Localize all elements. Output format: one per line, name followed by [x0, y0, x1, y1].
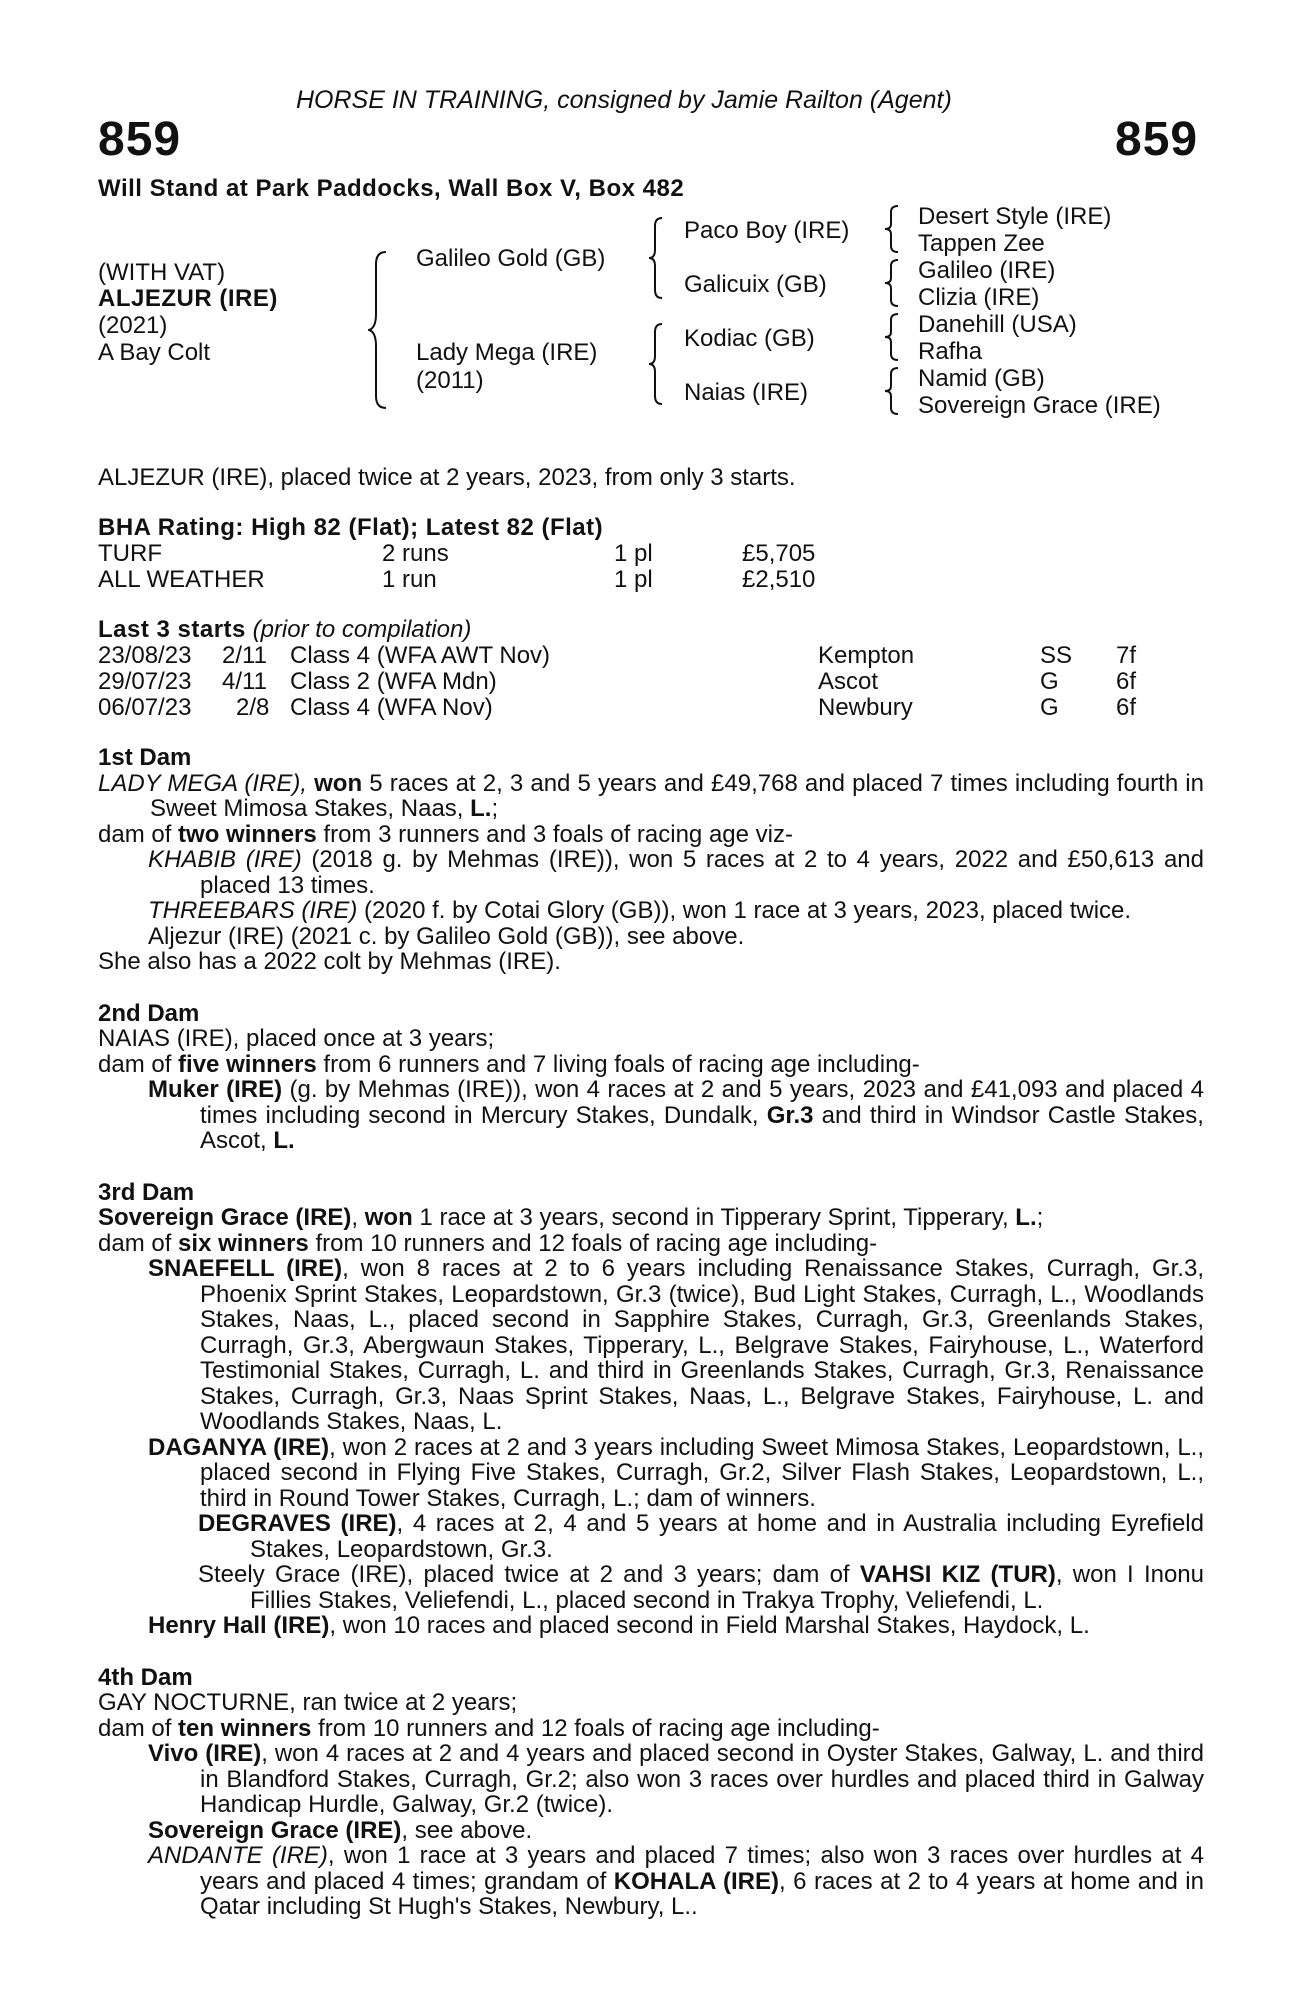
second-dam-text: NAIAS (IRE), placed once at 3 years;	[98, 1025, 495, 1052]
produce-text: (2018 g. by Mehmas (IRE)), won 5 races at 2 to 4 years, 2022 and £50,613 and placed 13 times.	[200, 846, 1204, 899]
start-distance: 7f	[1116, 642, 1137, 669]
produce-threebars	[98, 898, 1204, 924]
produce-name: Muker (IRE)	[148, 1076, 283, 1103]
start-going: G	[1040, 694, 1059, 721]
second-dam-heading: 2nd Dam	[98, 999, 200, 1027]
start-position: 2/8	[236, 694, 270, 721]
produce-text: from 10 runners and 12 foals of racing age including-	[308, 1229, 878, 1257]
produce-name: SNAEFELL (IRE)	[148, 1255, 343, 1282]
rating-surface: ALL WEATHER	[98, 566, 265, 593]
produce-henry-hall	[98, 1613, 1204, 1639]
produce-daganya	[98, 1435, 1204, 1512]
produce-name: THREEBARS (IRE)	[148, 897, 358, 924]
rating-prize: £5,705	[742, 540, 816, 567]
third-dam-record	[98, 1205, 1204, 1231]
won-label: won	[314, 769, 363, 797]
start-race: Class 4 (WFA AWT Nov)	[290, 642, 551, 669]
second-dam-record	[98, 1026, 1204, 1052]
pedigree-brace-sd	[884, 258, 904, 308]
produce-name: KHABIB (IRE)	[148, 846, 302, 873]
produce-steely-grace	[98, 1562, 1204, 1613]
pedigree-sss: Desert Style (IRE)	[918, 203, 1112, 230]
produce-muker	[98, 1077, 1204, 1154]
produce-name: KOHALA (IRE)	[613, 1867, 780, 1895]
produce-text: , see above.	[401, 1816, 533, 1844]
dam-of: dam of	[98, 1229, 179, 1257]
produce-name: DAGANYA (IRE)	[148, 1433, 330, 1461]
winners-count: six winners	[178, 1229, 309, 1257]
produce-name: ANDANTE (IRE)	[148, 1842, 328, 1869]
pedigree-ssd: Tappen Zee	[918, 230, 1045, 257]
last-starts-title: Last 3 starts	[98, 616, 246, 643]
produce-text: , won 2 races at 2 and 3 years including Sweet Mimosa Stakes, Leopardstown, L., placed second in Flying Five Stakes, Curragh, Gr.2, Silver Flash Stakes, Leopardstown, L., third in Round Tower Stakes, Curragh, L.; dam of winners.	[200, 1433, 1204, 1512]
start-date: 23/08/23	[98, 642, 192, 669]
produce-name: Sovereign Grace (IRE)	[148, 1816, 402, 1844]
produce-text: Aljezur (IRE) (2021 c. by Galileo Gold (GB)), see above.	[148, 922, 745, 950]
third-dam-text: 1 race at 3 years, second in Tipperary Sprint, Tipperary,	[412, 1204, 1016, 1231]
second-dam-produce-line	[98, 1052, 1204, 1078]
produce-text: , won 4 races at 2 and 4 years and placed second in Oyster Stakes, Galway, L. and third in Blandford Stakes, Curragh, Gr.2; also won 3 races over hurdles and placed third in Galway Handicap Hurdle, Galway, Gr.2 (twice).	[200, 1740, 1204, 1818]
start-course: Ascot	[818, 668, 879, 695]
pedigree-brace-main	[368, 250, 398, 410]
rating-prize: £2,510	[742, 566, 816, 593]
horse-description: A Bay Colt	[98, 339, 211, 366]
pedigree-sds: Galileo (IRE)	[918, 257, 1056, 284]
pedigree-dam-dam: Naias (IRE)	[684, 379, 809, 406]
pedigree-brace-dam	[648, 322, 668, 406]
rating-runs: 2 runs	[382, 540, 449, 567]
produce-text: from 6 runners and 7 living foals of racing age including-	[316, 1050, 920, 1078]
start-position: 4/11	[222, 668, 267, 695]
third-dam-name: Sovereign Grace (IRE)	[98, 1204, 352, 1231]
rating-placed: 1 pl	[614, 566, 653, 593]
horse-name: ALJEZUR (IRE)	[98, 285, 278, 312]
bha-rating-title: BHA Rating: High 82 (Flat); Latest 82 (Flat)	[98, 514, 604, 541]
first-dam-produce-line	[98, 822, 1204, 848]
consignment-line: HORSE IN TRAINING, consigned by Jamie Railton (Agent)	[296, 86, 952, 114]
produce-note-text: She also has a 2022 colt by Mehmas (IRE).	[98, 948, 561, 975]
pedigree-sdd: Clizia (IRE)	[918, 284, 1040, 311]
produce-text: , won 10 races and placed second in Field Marshal Stakes, Haydock, L.	[329, 1612, 1090, 1639]
won-label: won	[364, 1204, 413, 1231]
produce-text: , 4 races at 2, 4 and 5 years at home and in Australia including Eyrefield Stakes, Leopardstown, Gr.3.	[250, 1510, 1204, 1563]
produce-text: Steely Grace (IRE), placed twice at 2 and 3 years; dam of	[198, 1561, 860, 1588]
fourth-dam-produce-line	[98, 1716, 1204, 1742]
pedigree-dds: Namid (GB)	[918, 365, 1045, 392]
dam-of: dam of	[98, 1714, 179, 1742]
pedigree-dam-year: (2011)	[416, 367, 484, 394]
vat-note: (WITH VAT)	[98, 259, 226, 286]
rating-runs: 1 run	[382, 566, 437, 593]
first-dam-name: LADY MEGA (IRE),	[98, 769, 307, 797]
start-race: Class 4 (WFA Nov)	[290, 694, 493, 721]
pedigree-dss: Danehill (USA)	[918, 311, 1077, 338]
rating-placed: 1 pl	[614, 540, 653, 567]
winners-count: two winners	[178, 820, 317, 848]
lot-number-right: 859	[1115, 113, 1199, 166]
start-race: Class 2 (WFA Mdn)	[290, 668, 497, 695]
produce-text: , won I Inonu Fillies Stakes, Veliefendi, L., placed second in Trakya Trophy, Veliefendi, L.	[250, 1561, 1205, 1614]
listed-label: L.	[1015, 1204, 1037, 1231]
produce-name: VAHSI KIZ (TUR)	[859, 1561, 1056, 1588]
produce-text: , won 8 races at 2 to 6 years including Renaissance Stakes, Curragh, Gr.3, Phoenix Sprint Stakes, Leopardstown, Gr.3 (twice), Bud Light Stakes, Curragh, L., Woodlands Stakes, Naas, L., placed second in Sapphire Stakes, Curragh, Gr.3, Greenlands Stakes, Curragh, Gr.3, Abergwaun Stakes, Tipperary, L., Belgrave Stakes, Fairyhouse, L., Waterford Testimonial Stakes, Curragh, L. and third in Greenlands Stakes, Curragh, Gr.3, Renaissance Stakes, Curragh, Gr.3, Naas Sprint Stakes, Naas, L., Belgrave Stakes, Fairyhouse, L. and Woodlands Stakes, Naas, L.	[200, 1255, 1204, 1435]
lot-number-left: 859	[98, 113, 182, 166]
horse-year: (2021)	[98, 312, 168, 339]
rating-surface: TURF	[98, 540, 162, 567]
fourth-dam-record	[98, 1690, 1204, 1716]
produce-text: (g. by Mehmas (IRE)), won 4 races at 2 and 5 years, 2023 and £41,093 and placed 4 times including second in Mercury Stakes, Dundalk,	[200, 1076, 1204, 1129]
produce-aljezur	[98, 924, 1204, 950]
group-label: Gr.3	[766, 1101, 814, 1129]
produce-text: (2020 f. by Cotai Glory (GB)), won 1 race at 3 years, 2023, placed twice.	[357, 897, 1132, 924]
produce-name: DEGRAVES (IRE)	[198, 1510, 397, 1537]
sep: ,	[351, 1204, 365, 1231]
produce-andante	[98, 1843, 1204, 1920]
first-dam-record	[98, 771, 1204, 822]
last-starts-heading	[98, 617, 471, 643]
pedigree-brace-dd	[884, 366, 904, 416]
start-distance: 6f	[1116, 694, 1137, 721]
produce-sovereign-grace	[98, 1818, 1204, 1844]
start-course: Kempton	[818, 642, 915, 669]
produce-text: from 10 runners and 12 foals of racing age including-	[311, 1714, 880, 1742]
third-dam-heading: 3rd Dam	[98, 1178, 195, 1206]
produce-note	[98, 949, 1204, 975]
produce-text: from 3 runners and 3 foals of racing age viz-	[316, 820, 793, 848]
listed-label: L.	[273, 1127, 295, 1154]
produce-name: Vivo (IRE)	[148, 1740, 262, 1767]
punct: ;	[491, 795, 499, 822]
last-starts-note: (prior to compilation)	[252, 616, 472, 643]
fourth-dam-text: GAY NOCTURNE, ran twice at 2 years;	[98, 1689, 518, 1716]
pedigree-sire-sire: Paco Boy (IRE)	[684, 217, 850, 244]
pedigree-ddd: Sovereign Grace (IRE)	[918, 392, 1161, 419]
dam-of: dam of	[98, 1050, 179, 1078]
pedigree-sire: Galileo Gold (GB)	[416, 245, 606, 272]
listed-label: L.	[470, 795, 492, 822]
produce-khabib	[98, 847, 1204, 898]
winners-count: ten winners	[178, 1714, 312, 1742]
produce-degraves	[98, 1511, 1204, 1562]
produce-vivo	[98, 1741, 1204, 1818]
start-position: 2/11	[222, 642, 267, 669]
pedigree-dam-sire: Kodiac (GB)	[684, 325, 815, 352]
pedigree-brace-sire	[648, 216, 668, 300]
start-course: Newbury	[818, 694, 913, 721]
produce-snaefell	[98, 1256, 1204, 1435]
produce-text: , 6 races at 2 to 4 years at home and in Qatar including St Hugh's Stakes, Newbury, L..	[200, 1867, 1204, 1920]
start-going: G	[1040, 668, 1059, 695]
stand-location: Will Stand at Park Paddocks, Wall Box V, Box 482	[98, 175, 685, 202]
produce-text: and third in Windsor Castle Stakes, Ascot,	[200, 1101, 1204, 1154]
race-summary: ALJEZUR (IRE), placed twice at 2 years, 2023, from only 3 starts.	[98, 464, 796, 491]
dam-sections	[98, 745, 1204, 1920]
first-dam-heading: 1st Dam	[98, 744, 192, 771]
pedigree-brace-ss	[884, 204, 904, 254]
pedigree-sire-dam: Galicuix (GB)	[684, 271, 827, 298]
winners-count: five winners	[178, 1050, 317, 1078]
produce-name: Henry Hall (IRE)	[148, 1612, 330, 1639]
fourth-dam-heading: 4th Dam	[98, 1663, 193, 1691]
start-date: 06/07/23	[98, 694, 192, 721]
produce-text: , won 1 race at 3 years and placed 7 times; also won 3 races over hurdles at 4 years and placed 4 times; grandam of	[200, 1842, 1205, 1895]
start-distance: 6f	[1116, 668, 1137, 695]
pedigree-dsd: Rafha	[918, 338, 983, 365]
third-dam-produce-line	[98, 1231, 1204, 1257]
pedigree-brace-ds	[884, 312, 904, 362]
start-going: SS	[1040, 642, 1073, 669]
pedigree-dam: Lady Mega (IRE)	[416, 339, 598, 366]
first-dam-text: 5 races at 2, 3 and 5 years and £49,768 and placed 7 times including fourth in Sweet Mimosa Stakes, Naas,	[150, 769, 1204, 822]
punct: ;	[1036, 1204, 1044, 1231]
dam-of: dam of	[98, 820, 179, 848]
start-date: 29/07/23	[98, 668, 192, 695]
